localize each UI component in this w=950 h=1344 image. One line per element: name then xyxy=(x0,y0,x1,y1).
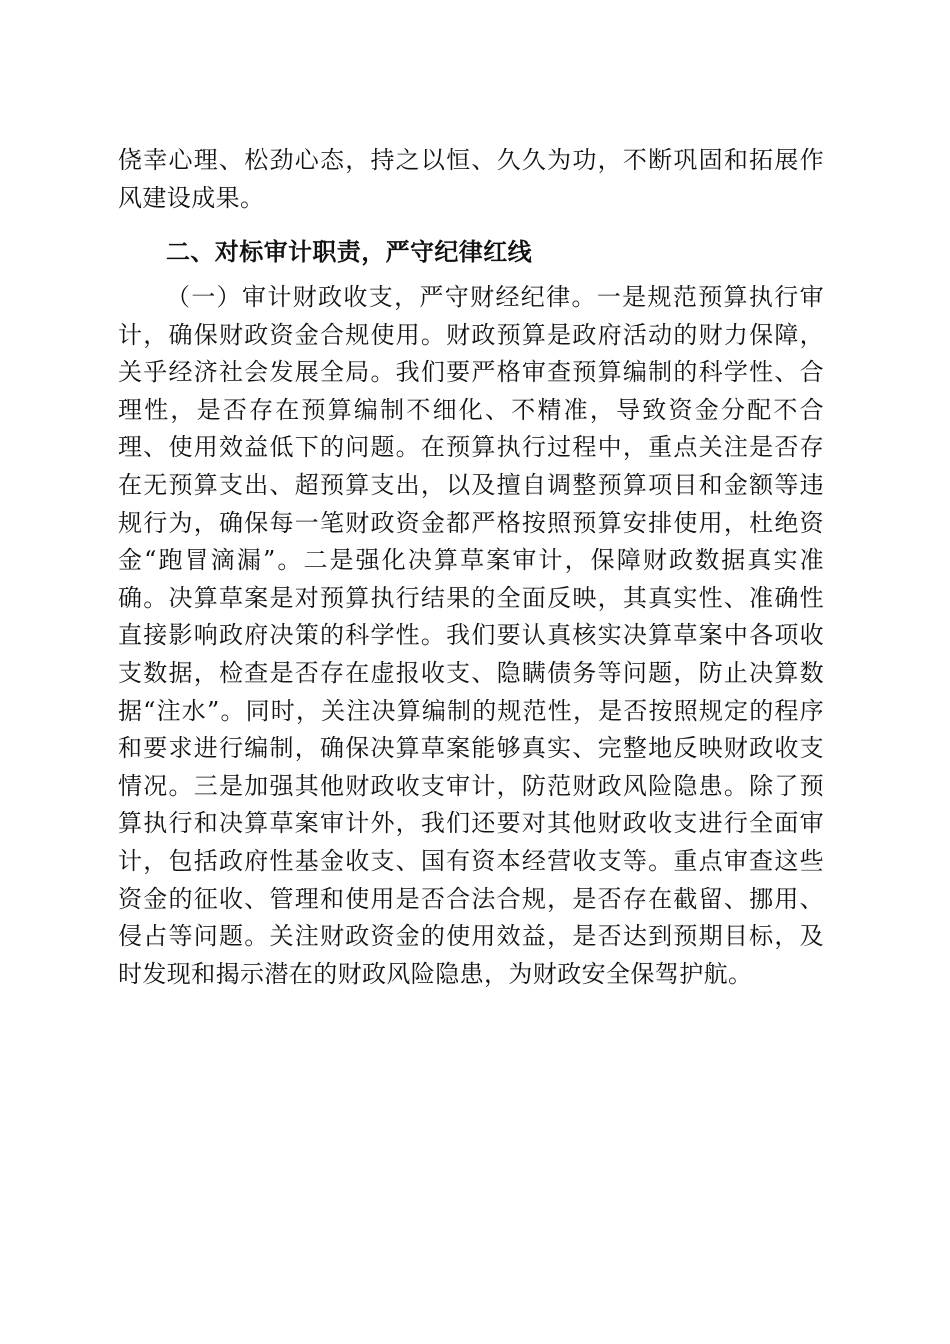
section-heading: 二、对标审计职责，严守纪律红线 xyxy=(166,238,532,266)
subsection-paragraph xyxy=(118,279,824,993)
paragraph-continuation: 侥幸心理、松劲心态，持之以恒、久久为功，不断巩固和拓展作风建设成果。 xyxy=(118,146,824,212)
subsection-body: 一是规范预算执行审计，确保财政资金合规使用。财政预算是政府活动的财力保障，关乎经济社会发展全局。我们要严格审查预算编制的科学性、合理性，是否存在预算编制不细化、不精准，导致资金分配不合理、使用效益低下的问题。在预算执行过程中，重点关注是否存在无预算支出、超预算支出，以及擅自调整预算项目和金额等违规行为，确保每一笔财政资金都严格按照预算安排使用，杜绝资金“跑冒滴漏”。二是强化决算草案审计，保障财政数据真实准确。决算草案是对预算执行结果的全面反映，其真实性、准确性直接影响政府决策的科学性。我们要认真核实决算草案中各项收支数据，检查是否存在虚报收支、隐瞒债务等问题，防止决算数据“注水”。同时，关注决算编制的规范性，是否按照规定的程序和要求进行编制，确保决算草案能够真实、完整地反映财政收支情况。三是加强其他财政收支审计，防范财政风险隐患。除了预算执行和决算草案审计外，我们还要对其他财政收支进行全面审计，包括政府性基金收支、国有资本经营收支等。重点审查这些资金的征收、管理和使用是否合法合规，是否存在截留、挪用、侵占等问题。关注财政资金的使用效益，是否达到预期目标，及时发现和揭示潜在的财政风险隐患，为财政安全保驾护航。 xyxy=(118,283,824,988)
subsection-lead: （一）审计财政收支，严守财经纪律。 xyxy=(166,283,597,311)
